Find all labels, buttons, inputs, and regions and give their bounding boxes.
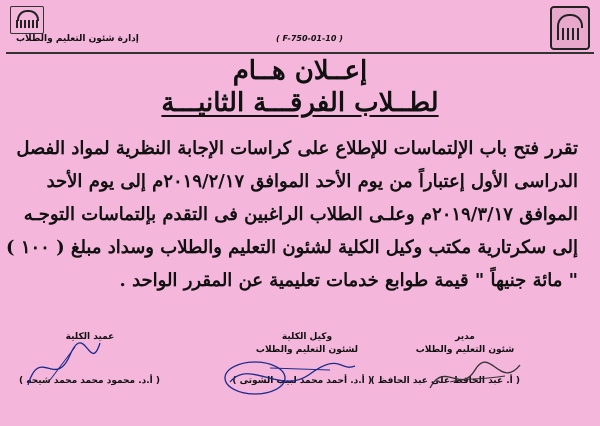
director-signature-icon	[420, 350, 530, 400]
signature-name: ( أ.د. أحمد محمد لبيب الشوتى )	[232, 376, 372, 386]
body-line: تقرر فتح باب الإلتماسات للإطلاع على كراسات الإجابة النظرية لمواد الفصل	[16, 138, 578, 159]
signature-subtitle: شئون التعليم والطلاب	[415, 345, 515, 355]
signature-title: وكيل الكلية	[281, 332, 333, 342]
letterhead	[6, 2, 594, 54]
signature-name: ( أ. عبد الحافظ على عبد الحافظ )	[370, 376, 520, 386]
dean-signature-icon	[20, 335, 105, 395]
signature-title: مدير	[455, 332, 475, 342]
department-name: إدارة شئون التعليم والطلاب	[16, 34, 139, 44]
announcement-subtitle: لطــلاب الفرقـــة الثانيـــة	[161, 88, 439, 118]
announcement-body	[6, 132, 578, 297]
signature-subtitle: لشئون التعليم والطلاب	[255, 345, 359, 355]
announcement-title: إعــلان هــام	[232, 56, 368, 86]
body-line: إلى سكرتارية مكتب وكيل الكلية لشئون التعليم والطلاب وسداد مبلغ ( ١٠٠ )	[6, 237, 578, 258]
vice-dean-signature-icon	[210, 352, 360, 400]
signature-title: عميد الكلية	[65, 332, 115, 342]
university-logo-icon	[550, 6, 590, 50]
faculty-logo-icon	[10, 6, 44, 34]
form-code: ( F-750-01-10 )	[276, 34, 343, 43]
body-line: الموافق ٢٠١٩/٣/١٧م وعلـى الطلاب الراغبين فى التقدم بإلتماسات التوجـه	[23, 204, 578, 225]
body-line: " مائة جنيهاً " قيمة طوابع خدمات تعليمية عن المقرر الواحد .	[119, 270, 578, 291]
body-line: الدراسى الأول إعتباراً من يوم الأحد الموافق ٢٠١٩/٢/١٧م إلى يوم الأحد	[46, 171, 578, 192]
signature-name: ( أ.د. محمود محمد محمد شيحه )	[19, 376, 160, 386]
